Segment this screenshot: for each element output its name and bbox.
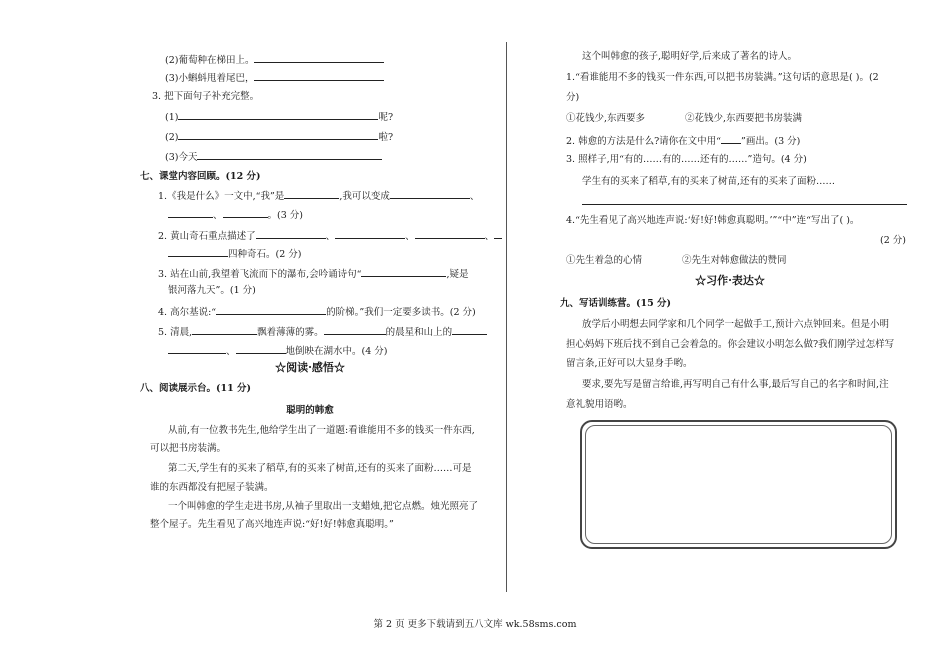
review-q3-cont: 银河落九天”。(1 分) xyxy=(168,285,256,296)
option-1[interactable]: ①先生着急的心情 xyxy=(566,255,643,266)
writing-section-header: ☆习作·表达☆ xyxy=(695,274,765,287)
reading-q3-example: 学生有的买来了稻草,有的买来了树苗,还有的买来了面粉…… xyxy=(582,176,836,187)
answer-blank[interactable] xyxy=(168,343,226,354)
review-q1-d: 、 xyxy=(213,210,223,221)
reading-q4-options xyxy=(566,254,787,267)
review-q5-e: 地倒映在湖水中。(4 分) xyxy=(285,346,388,357)
sentence-1 xyxy=(165,109,393,124)
answer-blank[interactable] xyxy=(178,109,378,120)
review-q4-b: 的阶梯。”我们一定要多读书。(2 分) xyxy=(326,307,476,318)
q6-item-3-text: (3)小蝌蚪甩着尾巴， xyxy=(165,73,255,84)
sentence-3 xyxy=(165,149,382,164)
review-q4-a: 4. 高尔基说:“ xyxy=(158,307,217,318)
q3-title: 3. 把下面句子补充完整。 xyxy=(152,91,260,102)
answer-blank[interactable] xyxy=(582,194,907,205)
review-q3 xyxy=(158,266,469,281)
writing-requirements: 要求,要先写是留言给谁,再写明自己有什么事,最后写自己的名字和时间,注 xyxy=(582,379,889,390)
review-q5-c: 的晨星和山上的 xyxy=(385,327,453,338)
sentence-2-suffix: 啦? xyxy=(378,132,394,143)
section-8-title: 八、阅读展示台。(11 分) xyxy=(140,383,252,394)
review-q2-sep: 、 xyxy=(325,231,336,242)
story-paragraph-4: 这个叫韩愈的孩子,聪明好学,后来成了著名的诗人。 xyxy=(582,51,798,62)
answer-blank[interactable] xyxy=(256,228,326,239)
review-q2-sep: 、 xyxy=(405,231,415,242)
answer-blank[interactable] xyxy=(390,188,470,199)
story-paragraph-3: 一个叫韩愈的学生走进书房,从袖子里取出一支蜡烛,把它点燃。烛光照亮了 xyxy=(168,501,479,512)
answer-blank[interactable] xyxy=(721,133,741,144)
answer-blank[interactable] xyxy=(452,324,487,335)
review-q1-c: 、 xyxy=(469,191,480,202)
reading-section-header: ☆阅读·感悟☆ xyxy=(275,361,345,374)
sentence-1-prefix: (1) xyxy=(165,112,179,123)
review-q1-cont xyxy=(168,207,303,222)
answer-blank[interactable] xyxy=(236,343,286,354)
q6-item-2 xyxy=(165,52,384,67)
sentence-1-suffix: 呢? xyxy=(378,112,394,123)
page-footer: 第 2 页 更多下载请到五八文库 wk.58sms.com xyxy=(373,619,577,630)
reading-q4-score: (2 分) xyxy=(880,235,906,246)
story-paragraph-2-cont: 谁的东西都没有把屋子装满。 xyxy=(150,482,274,493)
answer-blank[interactable] xyxy=(335,228,405,239)
review-q2 xyxy=(158,228,502,243)
review-q5-d: 、 xyxy=(226,346,236,357)
writing-prompt-1: 放学后小明想去同学家和几个同学一起做手工,预计六点钟回来。但是小明 xyxy=(582,319,890,330)
review-q3-b: ,疑是 xyxy=(446,269,469,280)
answer-blank[interactable] xyxy=(216,304,326,315)
section-9-title: 九、写话训练营。(15 分) xyxy=(560,298,672,309)
answer-blank[interactable] xyxy=(361,266,446,277)
reading-q4: 4.“先生看见了高兴地连声说:‘好!好!韩愈真聪明。’”“中”连“写出了( )。 xyxy=(566,215,860,226)
reading-q1-score: 分) xyxy=(566,92,580,103)
writing-prompt-1-cont: 担心妈妈下班后找不到自己会着急的。你会建议小明怎么做?我们刚学过怎样写 xyxy=(566,339,895,350)
option-2[interactable]: ②先生对韩愈做法的赞同 xyxy=(682,255,787,266)
writing-answer-box[interactable] xyxy=(580,420,897,549)
answer-blank[interactable] xyxy=(223,207,268,218)
answer-blank[interactable] xyxy=(415,228,485,239)
q6-item-2-text: (2)葡萄种在梯田上。 xyxy=(165,55,255,66)
sentence-3-prefix: (3)今天 xyxy=(165,152,198,163)
review-q3-a: 3. 站在山前,我望着飞流而下的瀑布,会吟诵诗句“ xyxy=(158,269,362,280)
story-paragraph-2: 第二天,学生有的买来了稻草,有的买来了树苗,还有的买来了面粉……可是 xyxy=(168,463,472,474)
review-q1-e: 。(3 分) xyxy=(267,210,303,221)
review-q2-a: 2. 黄山奇石重点描述了 xyxy=(158,231,256,242)
answer-blank[interactable] xyxy=(254,52,384,63)
review-q5-a: 5. 清晨, xyxy=(158,327,193,338)
answer-blank[interactable] xyxy=(284,188,339,199)
review-q2-end: 四种奇石。(2 分) xyxy=(228,249,302,260)
answer-blank[interactable] xyxy=(324,324,386,335)
answer-blank[interactable] xyxy=(197,149,382,160)
section-7-title: 七、课堂内容回顾。(12 分) xyxy=(140,171,261,182)
answer-blank[interactable] xyxy=(168,246,228,257)
option-2[interactable]: ②花钱少,东西要把书房装满 xyxy=(685,113,803,124)
story-paragraph-1-cont: 可以把书房装满。 xyxy=(150,443,227,454)
review-q5-cont xyxy=(168,343,388,358)
answer-blank[interactable] xyxy=(192,324,257,335)
reading-q2 xyxy=(566,133,800,148)
writing-requirements-cont: 意礼貌用语哟。 xyxy=(566,399,633,410)
q6-item-3 xyxy=(165,70,384,85)
review-q5 xyxy=(158,324,487,339)
review-q1-a: 1.《我是什么》一文中,“我”是 xyxy=(158,191,285,202)
answer-blank[interactable] xyxy=(168,207,213,218)
reading-q3-answer-line xyxy=(582,194,907,209)
answer-blank[interactable] xyxy=(254,70,384,81)
answer-blank[interactable] xyxy=(178,129,378,140)
writing-prompt-1-end: 留言条,正好可以大显身手哟。 xyxy=(566,358,693,369)
answer-blank[interactable] xyxy=(494,228,502,239)
sentence-2 xyxy=(165,129,393,144)
story-title: 聪明的韩愈 xyxy=(286,405,334,416)
option-1[interactable]: ①花钱少,东西要多 xyxy=(566,113,646,124)
story-paragraph-1: 从前,有一位教书先生,他给学生出了一道题:看谁能用不多的钱买一件东西, xyxy=(168,425,475,436)
review-q2-cont xyxy=(168,246,301,261)
reading-q2-a: 2. 韩愈的方法是什么?请你在文中用“ xyxy=(566,136,722,147)
story-paragraph-3-cont: 整个屋子。先生看见了高兴地连声说:“好!好!韩愈真聪明。” xyxy=(150,519,394,530)
review-q4 xyxy=(158,304,476,319)
sentence-2-prefix: (2) xyxy=(165,132,179,143)
review-q2-sep: 、 xyxy=(484,231,495,242)
review-q1 xyxy=(158,188,479,203)
reading-q1-options xyxy=(566,112,802,125)
reading-q1: 1.“看谁能用不多的钱买一件东西,可以把书房装满。”这句话的意思是( )。(2 xyxy=(566,72,879,83)
review-q1-b: ,我可以变成 xyxy=(339,191,390,202)
review-q5-b: 飘着薄薄的雾。 xyxy=(257,327,324,338)
reading-q3: 3. 照样子,用“有的……有的……还有的……”造句。(4 分) xyxy=(566,154,807,165)
column-divider xyxy=(506,42,507,592)
reading-q2-b: ”画出。(3 分) xyxy=(741,136,801,147)
